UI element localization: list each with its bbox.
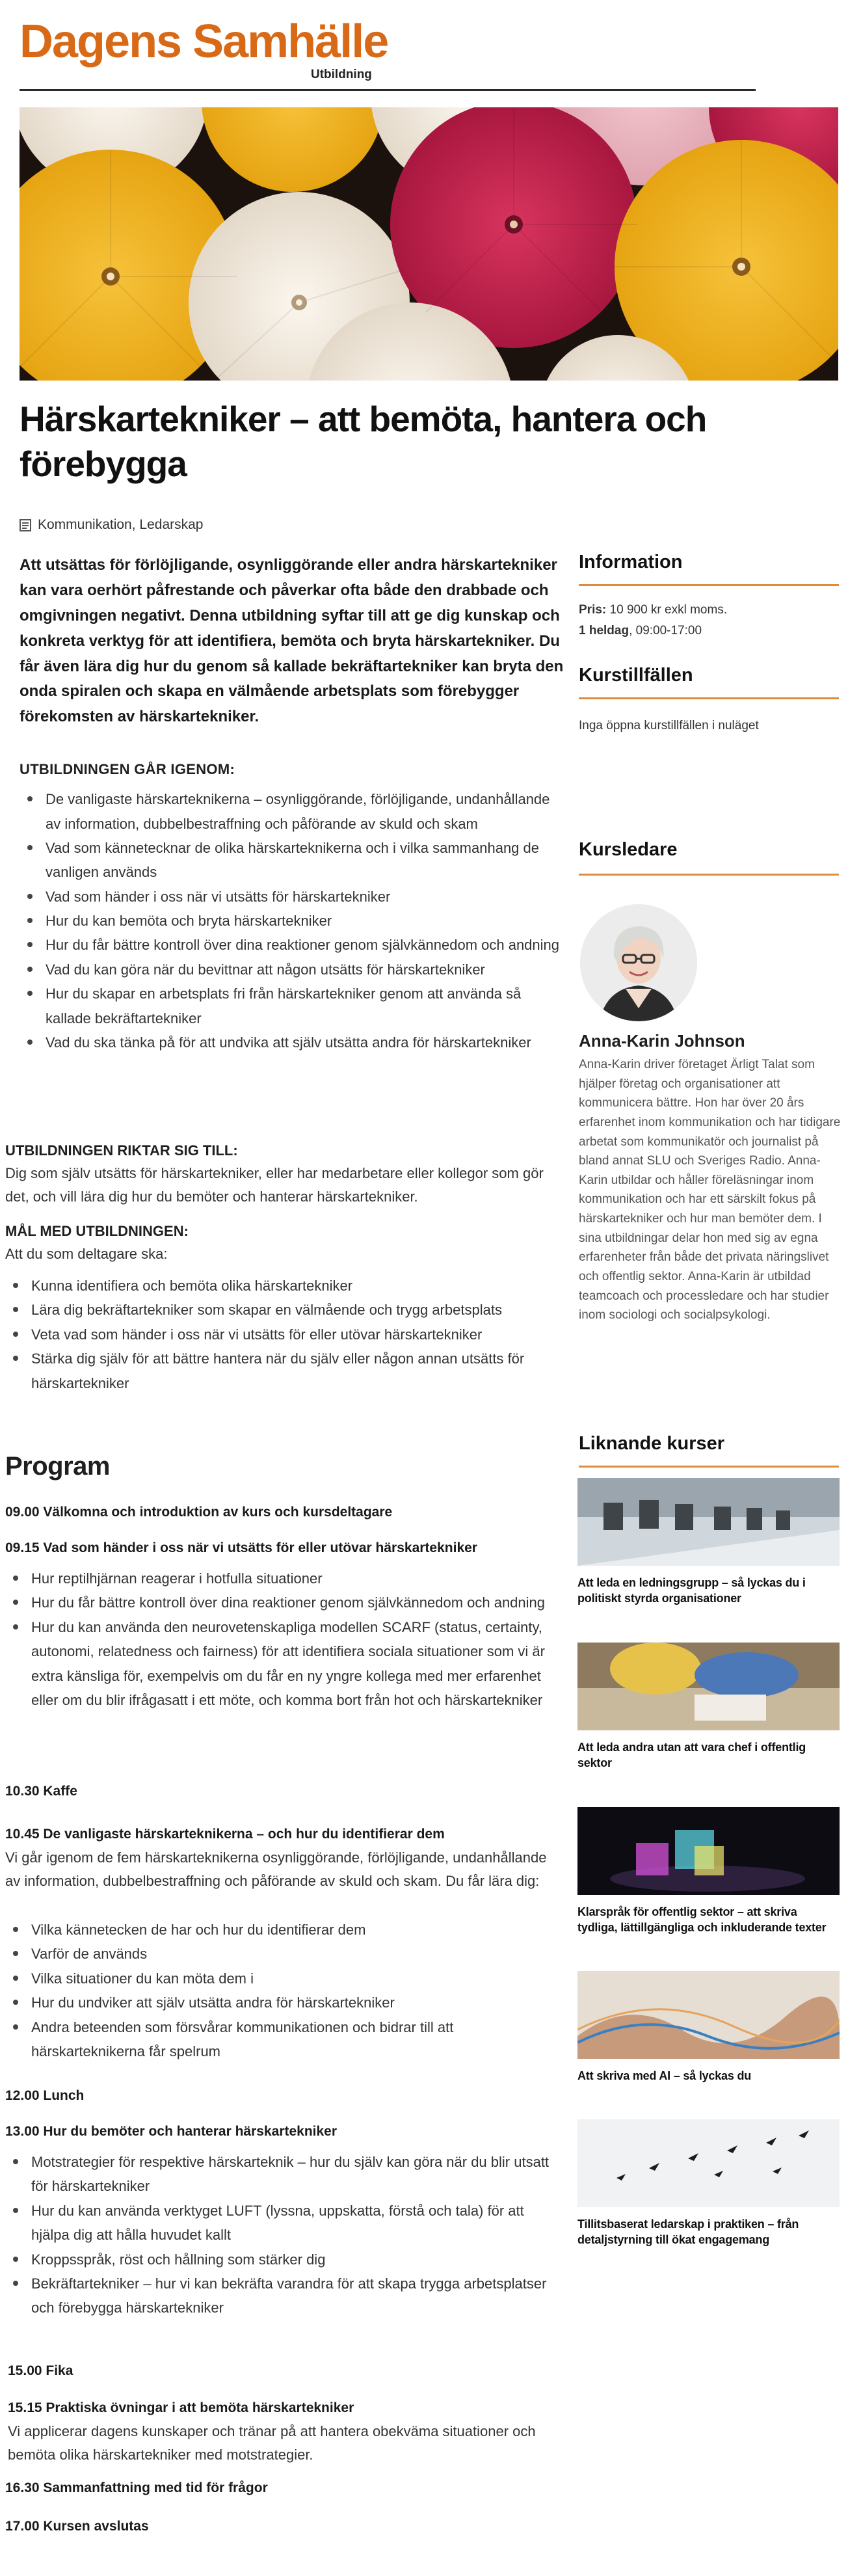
info-title: Information	[579, 552, 683, 572]
contents-heading: UTBILDNINGEN GÅR IGENOM:	[20, 761, 235, 778]
price-label: Pris:	[579, 603, 607, 617]
similar-course-card[interactable]	[577, 1971, 840, 2084]
similar-course-card[interactable]	[577, 1643, 840, 1771]
list-item: Vilka situationer du kan möta dem i	[5, 1966, 558, 1991]
program-slot: 15.15 Praktiska övningar i att bemöta härskartekniker	[8, 2400, 354, 2415]
program-slot: 15.00 Fika	[8, 2363, 73, 2378]
occasions-title: Kurstillfällen	[579, 665, 693, 686]
brand-section[interactable]: Utbildning	[311, 68, 372, 81]
goals-heading: MÅL MED UTBILDNINGEN:	[5, 1223, 189, 1239]
list-item: Vilka kännetecken de har och hur du identifierar dem	[5, 1918, 558, 1942]
program-slot: 10.45 De vanligaste härskarteknikerna – och hur du identifierar dem	[5, 1827, 445, 1842]
list-item: Hur du kan bemöta och bryta härskartekniker	[20, 909, 566, 933]
site-header	[20, 18, 756, 91]
program-list	[5, 2150, 558, 2320]
course-image[interactable]	[577, 1807, 840, 1895]
audience-text: Dig som själv utsätts för härskartekniker, eller har medarbetare eller kollegor som gör det, och vill lära dig hur du bemöter och hanterar härskartekniker.	[5, 1165, 544, 1205]
list-item: Vad som kännetecknar de olika härskarteknikerna och i vilka sammanhang de vanligen används	[20, 836, 566, 885]
list-item: De vanligaste härskarteknikerna – osynliggörande, förlöjligande, undanhållande av information, dubbelbestraffning och påförande av skuld och skam	[20, 787, 566, 836]
list-item: Hur du undviker att själv utsätta andra för härskartekniker	[5, 1991, 558, 2015]
page-title: Härskartekniker – att bemöta, hantera och förebygga	[20, 399, 707, 484]
list-item: Stärka dig själv för att bättre hantera när du själv eller någon annan utsätts för härskartekniker	[5, 1347, 564, 1395]
course-image[interactable]	[577, 1643, 840, 1730]
list-item: Kroppsspråk, röst och hållning som stärker dig	[5, 2247, 558, 2272]
list-item: Hur du kan använda verktyget LUFT (lyssna, uppskatta, förstå och tala) för att hjälpa dig att hålla huvudet kallt	[5, 2199, 558, 2247]
list-item: Lära dig bekräftartekniker som skapar en välmående och trygg arbetsplats	[5, 1298, 564, 1322]
program-slot: 12.00 Lunch	[5, 2088, 85, 2103]
list-item: Hur du kan använda den neurovetenskapliga modellen SCARF (status, certainty, autonomi, relatedness och fairness) för att identifiera sociala situationer som vi är extra känsliga för, exempelvis om du får en ny yngre kollega med mer erfarenhet eller om du blir ifrågasatt i ett möte, och komma bort från hot och härskartekniker	[5, 1615, 558, 1713]
occasions-text: Inga öppna kurstillfällen i nuläget	[579, 719, 759, 732]
program-list	[5, 1566, 558, 1712]
price-value: 10 900 kr exkl moms.	[606, 603, 728, 617]
folder-icon	[20, 518, 31, 531]
list-item: Vad du ska tänka på för att undvika att själv utsätta andra för härskartekniker	[20, 1030, 566, 1054]
duration-value: , 09:00-17:00	[629, 624, 702, 637]
similar-course-card[interactable]	[577, 2119, 840, 2248]
list-item: Hur du får bättre kontroll över dina reaktioner genom självkännedom och andning	[20, 933, 566, 957]
list-item: Varför de används	[5, 1942, 558, 1966]
brand-logo[interactable]: Dagens Samhälle	[20, 16, 388, 68]
course-image[interactable]	[577, 1478, 840, 1566]
program-slot: 10.30 Kaffe	[5, 1784, 77, 1799]
program-slot: 09.15 Vad som händer i oss när vi utsätts för eller utövar härskartekniker	[5, 1540, 477, 1555]
program-slot: 09.00 Välkomna och introduktion av kurs och kursdeltagare	[5, 1505, 393, 1520]
avatar	[580, 904, 697, 1021]
course-title[interactable]: Klarspråk för offentlig sektor – att skriva tydliga, lättillgängliga och inkluderande texter	[577, 1905, 827, 1935]
audience-heading: UTBILDNINGEN RIKTAR SIG TILL:	[5, 1142, 238, 1159]
list-item: Vad du kan göra när du bevittnar att någon utsätts för härskartekniker	[20, 958, 566, 982]
contents-list	[20, 787, 566, 1054]
goals-list	[5, 1274, 564, 1395]
lead-paragraph: Att utsättas för förlöjligande, osynliggörande eller andra härskartekniker kan vara oerhört påfrestande och påverkar ofta både den drabbade och omgivningen negativt. Denna utbildning syftar till att ge dig kunskap och konkreta verktyg för att identifiera, bemöta och bryta härskartekniker. Du får även lära dig hur du genom så kallade bekräftartekniker kan bryta den onda spiralen och skapa en välmående arbetsplats som förebygger förekomsten av härskartekniker.	[20, 556, 564, 726]
program-slot: 16.30 Sammanfattning med tid för frågor	[5, 2480, 268, 2495]
goals-intro: Att du som deltagare ska:	[5, 1246, 168, 1262]
course-title[interactable]: Att leda en ledningsgrupp – så lyckas du i politiskt styrda organisationer	[577, 1576, 806, 1605]
program-slot-description: Vi går igenom de fem härskarteknikerna osynliggörande, förlöjligande, undanhållande av information, dubbelbestraffning och påförande av skuld och skam. Du får lära dig:	[5, 1849, 547, 1889]
program-slot: 13.00 Hur du bemöter och hanterar härskartekniker	[5, 2124, 338, 2139]
program-slot-description: Vi applicerar dagens kunskaper och tränar på att hantera obekväma situationer och bemöta olika härskartekniker med motstrategier.	[8, 2423, 536, 2463]
duration-line	[579, 621, 839, 641]
leader-title: Kursledare	[579, 839, 678, 860]
leader-bio: Anna-Karin driver företaget Ärligt Talat som hjälper företag och organisationer att kommunicera bättre. Hon har över 20 års erfarenhet inom kommunikation och har tidigare arbetat som kommunikatör och journalist på bland annat SLU och Sveriges Radio. Anna-Karin utbildar och håller föreläsningar inom kommunikation och har ett särskilt fokus på härskartekniker och hur man bemöter dem. I sina utbildningar delar hon med sig av egna erfarenheter från både det privata näringslivet och offentlig sektor. Anna-Karin är utbildad teamcoach och processledare och har studier inom sociologi och socialpsykologi.	[579, 1058, 841, 1322]
list-item: Hur du skapar en arbetsplats fri från härskartekniker genom att använda så kallade bekräftartekniker	[20, 982, 566, 1030]
parasols-illustration	[20, 107, 838, 381]
course-description	[20, 553, 566, 1054]
divider	[579, 874, 839, 876]
program-slot: 17.00 Kursen avslutas	[5, 2519, 149, 2534]
course-title[interactable]: Att leda andra utan att vara chef i offentlig sektor	[577, 1741, 806, 1770]
list-item: Hur reptilhjärnan reagerar i hotfulla situationer	[5, 1566, 558, 1590]
list-item: Motstrategier för respektive härskarteknik – hur du själv kan göra när du blir utsatt för härskartekniker	[5, 2150, 558, 2199]
hero-image	[20, 107, 838, 381]
divider	[579, 1466, 839, 1468]
similar-title: Liknande kurser	[579, 1433, 725, 1454]
list-item: Hur du får bättre kontroll över dina reaktioner genom självkännedom och andning	[5, 1590, 558, 1615]
list-item: Andra beteenden som försvårar kommunikationen och bidrar till att härskarteknikerna får spelrum	[5, 2015, 558, 2064]
list-item: Bekräftartekniker – hur vi kan bekräfta varandra för att skapa trygga arbetsplatser och förebygga härskartekniker	[5, 2272, 558, 2320]
categories-text[interactable]: Kommunikation, Ledarskap	[38, 517, 204, 532]
divider	[579, 584, 839, 586]
course-title[interactable]: Att skriva med AI – så lyckas du	[577, 2069, 752, 2082]
similar-course-card[interactable]	[577, 1807, 840, 1936]
course-image[interactable]	[577, 2119, 840, 2207]
list-item: Veta vad som händer i oss när vi utsätts för eller utövar härskartekniker	[5, 1322, 564, 1347]
leader-name: Anna-Karin Johnson	[579, 1031, 745, 1051]
course-title[interactable]: Tillitsbaserat ledarskap i praktiken – från detaljstyrning till ökat engagemang	[577, 2218, 799, 2247]
leader-portrait	[580, 904, 697, 1021]
duration-label: 1 heldag	[579, 624, 629, 637]
list-item: Kunna identifiera och bemöta olika härskartekniker	[5, 1274, 564, 1298]
course-image[interactable]	[577, 1971, 840, 2059]
program-list	[5, 1918, 558, 2063]
divider	[579, 697, 839, 699]
course-categories	[20, 517, 203, 533]
similar-course-card[interactable]	[577, 1478, 840, 1607]
price-line	[579, 600, 839, 621]
program-title: Program	[5, 1452, 110, 1481]
list-item: Vad som händer i oss när vi utsätts för härskartekniker	[20, 885, 566, 909]
